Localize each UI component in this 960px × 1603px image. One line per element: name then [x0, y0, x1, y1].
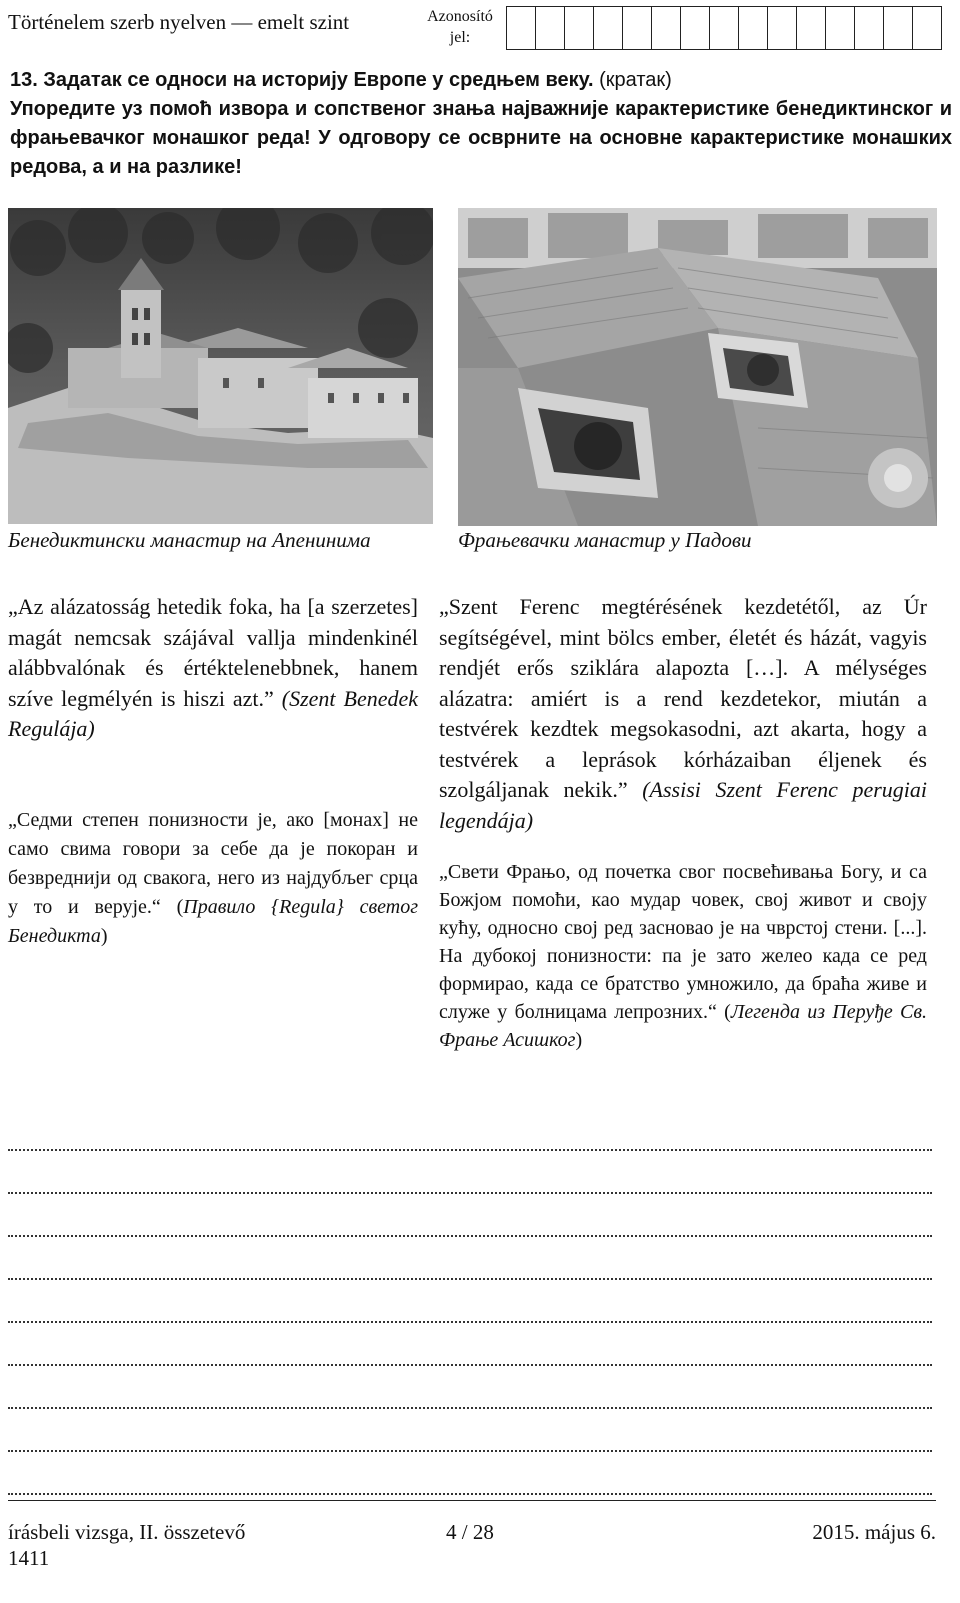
franciscan-monastery-illustration — [458, 208, 937, 526]
answer-line[interactable] — [8, 1376, 932, 1419]
identifier-box[interactable] — [536, 6, 565, 50]
answer-line[interactable] — [8, 1333, 932, 1376]
benedict-rule-quote-hungarian: „Az alázatosság hetedik foka, ha [a szerzetes] magát nemcsak szájával vallja mindenkinél alábbvalónak és értéktelenebbnek, hanem szíve legmélyén is hiszi azt.” (Szent Benedek Regulája) — [8, 594, 419, 741]
identifier-boxes[interactable] — [506, 6, 942, 50]
identifier-box[interactable] — [884, 6, 913, 50]
identifier-label: Azonosító jel: — [427, 8, 493, 46]
identifier-box[interactable] — [855, 6, 884, 50]
answer-line[interactable] — [8, 1118, 932, 1161]
answer-line[interactable] — [8, 1161, 932, 1204]
answer-line[interactable] — [8, 1462, 932, 1505]
task-statement — [10, 66, 952, 182]
answer-line[interactable] — [8, 1204, 932, 1247]
identifier-box[interactable] — [797, 6, 826, 50]
answer-lines[interactable] — [8, 1118, 932, 1505]
benedict-rule-source-hungarian: (Szent Benedek Regulája) — [8, 685, 419, 741]
benedict-rule-quote-serbian: „Седми степен понизности је, ако [монах] не само свима говори за себе да је покоран и безвреднији од свакога, него из најдубљег срца у то и верује.“ (Правило {Regula} светог Бенедикта) — [8, 809, 418, 947]
identifier-box[interactable] — [739, 6, 768, 50]
francis-legend-quote-hungarian: „Szent Ferenc megtérésének kezdetétől, az Úr segítségével, mint bölcs ember, életét és házát, vagyis rendjét erős sziklára alapozta […]. A mélységes alázatra: amiért is a rend kezdetekor, miután a testvérek kezdtek megsokasodni, azt akarta, hogy a testvérek a leprások kórházaiban éljenek és szolgáljanak nekik.” (Assisi Szent Ferenc perugiai legendája) — [439, 594, 928, 833]
footer-divider — [8, 1500, 936, 1501]
benedictine-monastery-photo — [8, 208, 433, 524]
identifier-box[interactable] — [681, 6, 710, 50]
exam-code: 1411 — [8, 1546, 50, 1570]
identifier-box[interactable] — [507, 6, 536, 50]
identifier-box[interactable] — [826, 6, 855, 50]
identifier-box[interactable] — [565, 6, 594, 50]
task-number-line: 13. Задатак се односи на историју Европе у средњем веку. — [10, 69, 594, 91]
benedictine-monastery-illustration — [8, 208, 433, 524]
exam-subject: Történelem szerb nyelven — emelt szint — [8, 10, 350, 34]
identifier-box[interactable] — [710, 6, 739, 50]
identifier-box[interactable] — [594, 6, 623, 50]
francis-legend-quote-serbian: „Свети Фрањо, од почетка свог посвећивања Богу, и са Божјом помоћи, као мудар човек, свој живот и своју кућу, односно свој ред засновао је на чврстој стени. [...]. На дубокој понизности: па је зато желео када се ред формирао, када се братство умножило, да браћа живе и служе у болницама лепрозних.“ (Легенда из Перуђе Св. Фрање Асишког) — [439, 861, 928, 1051]
answer-line[interactable] — [8, 1290, 932, 1333]
benedictine-caption: Бенедиктински манастир на Апенинима — [8, 528, 371, 552]
identifier-box[interactable] — [768, 6, 797, 50]
franciscan-caption: Фрањевачки манастир у Падови — [458, 528, 752, 552]
task-type: (кратак) — [599, 69, 672, 91]
task-instruction: Упоредите уз помоћ извора и сопственог знања најважније карактеристике бенедиктинског и фрањевачког монашког реда! У одговору се осврните на основне карактеристике монашких редова, а и на разлике! — [10, 98, 952, 178]
answer-line[interactable] — [8, 1419, 932, 1462]
footer-exam-part: írásbeli vizsga, II. összetevő — [8, 1520, 246, 1544]
identifier-box[interactable] — [623, 6, 652, 50]
page-number: 4 / 28 — [446, 1520, 494, 1544]
identifier-box[interactable] — [652, 6, 681, 50]
francis-legend-source-serbian: Легенда из Перуђе Св. Фрање Асишког — [439, 1001, 928, 1051]
page-header — [8, 6, 952, 62]
answer-line[interactable] — [8, 1247, 932, 1290]
franciscan-monastery-photo — [458, 208, 937, 526]
francis-legend-source-hungarian: (Assisi Szent Ferenc perugiai legendája) — [439, 777, 928, 833]
benedict-rule-source-serbian: Правило {Regula} светог Бенедикта — [8, 896, 418, 947]
identifier-box[interactable] — [913, 6, 942, 50]
exam-date: 2015. május 6. — [812, 1520, 936, 1544]
